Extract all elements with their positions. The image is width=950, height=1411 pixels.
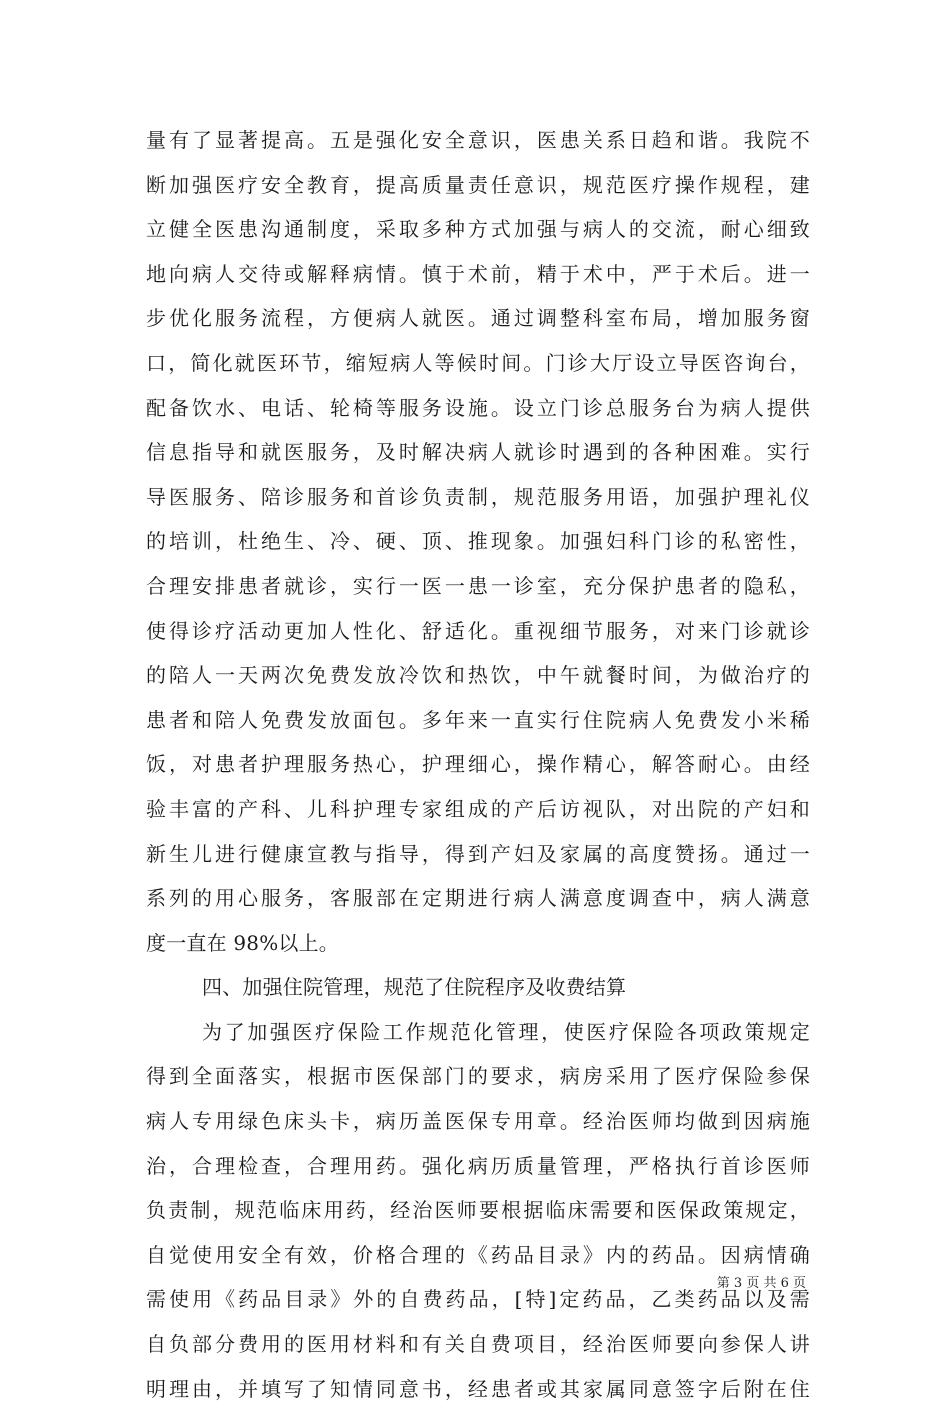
section-heading: 四、加强住院管理，规范了住院程序及收费结算 (202, 975, 627, 1000)
text-line: 量有了显著提高。五是强化安全意识，医患关系日趋和谐。我院不 (146, 128, 810, 152)
text-line: 导医服务、陪诊服务和首诊负责制，规范服务用语，加强护理礼仪 (146, 484, 810, 509)
text-line: 立健全医患沟通制度，采取多种方式加强与病人的交流，耐心细致 (146, 217, 810, 242)
text-line: 度一直在 98%以上。 (146, 930, 340, 955)
text-line: 步优化服务流程，方便病人就医。通过调整科室布局，增加服务窗 (146, 306, 810, 331)
page-number: 第 3 页 共 6 页 (716, 1276, 806, 1291)
text-line: 得到全面落实，根据市医保部门的要求，病房采用了医疗保险参保 (146, 1064, 810, 1089)
text-line: 系列的用心服务，客服部在定期进行病人满意度调查中，病人满意 (146, 886, 810, 911)
text-line: 需使用《药品目录》外的自费药品，[特]定药品，乙类药品以及需 (146, 1287, 810, 1312)
text-line: 明理由，并填写了知情同意书，经患者或其家属同意签字后附在住 (146, 1376, 810, 1401)
text-line: 口，简化就医环节，缩短病人等候时间。门诊大厅设立导医咨询台， (146, 350, 810, 375)
text-line: 的陪人一天两次免费发放冷饮和热饮，中午就餐时间，为做治疗的 (146, 663, 810, 688)
text-line: 新生儿进行健康宣教与指导，得到产妇及家属的高度赞扬。通过一 (146, 841, 810, 866)
text-line: 病人专用绿色床头卡，病历盖医保专用章。经治医师均做到因病施 (146, 1109, 810, 1134)
text-line: 的培训，杜绝生、冷、硬、顶、推现象。加强妇科门诊的私密性， (146, 529, 810, 554)
text-line: 断加强医疗安全教育，提高质量责任意识，规范医疗操作规程，建 (146, 172, 810, 197)
text-line: 配备饮水、电话、轮椅等服务设施。设立门诊总服务台为病人提供 (146, 395, 810, 420)
text-line: 地向病人交待或解释病情。慎于术前，精于术中，严于术后。进一 (146, 261, 810, 286)
text-line: 使得诊疗活动更加人性化、舒适化。重视细节服务，对来门诊就诊 (146, 618, 810, 643)
text-line: 患者和陪人免费发放面包。多年来一直实行住院病人免费发小米稀 (146, 707, 810, 732)
text-line: 治，合理检查，合理用药。强化病历质量管理，严格执行首诊医师 (146, 1153, 810, 1178)
text-line: 合理安排患者就诊，实行一医一患一诊室，充分保护患者的隐私， (146, 573, 810, 598)
text-line: 验丰富的产科、儿科护理专家组成的产后访视队，对出院的产妇和 (146, 796, 810, 821)
text-line: 负责制，规范临床用药，经治医师要根据临床需要和医保政策规定， (146, 1198, 810, 1223)
text-line: 为了加强医疗保险工作规范化管理，使医疗保险各项政策规定 (202, 1019, 810, 1044)
text-line: 饭，对患者护理服务热心，护理细心，操作精心，解答耐心。由经 (146, 752, 810, 777)
text-line: 自负部分费用的医用材料和有关自费项目，经治医师要向参保人讲 (146, 1332, 810, 1357)
text-line: 自觉使用安全有效，价格合理的《药品目录》内的药品。因病情确 (146, 1242, 810, 1267)
text-line: 信息指导和就医服务，及时解决病人就诊时遇到的各种困难。实行 (146, 440, 810, 465)
document-body (146, 118, 810, 1411)
